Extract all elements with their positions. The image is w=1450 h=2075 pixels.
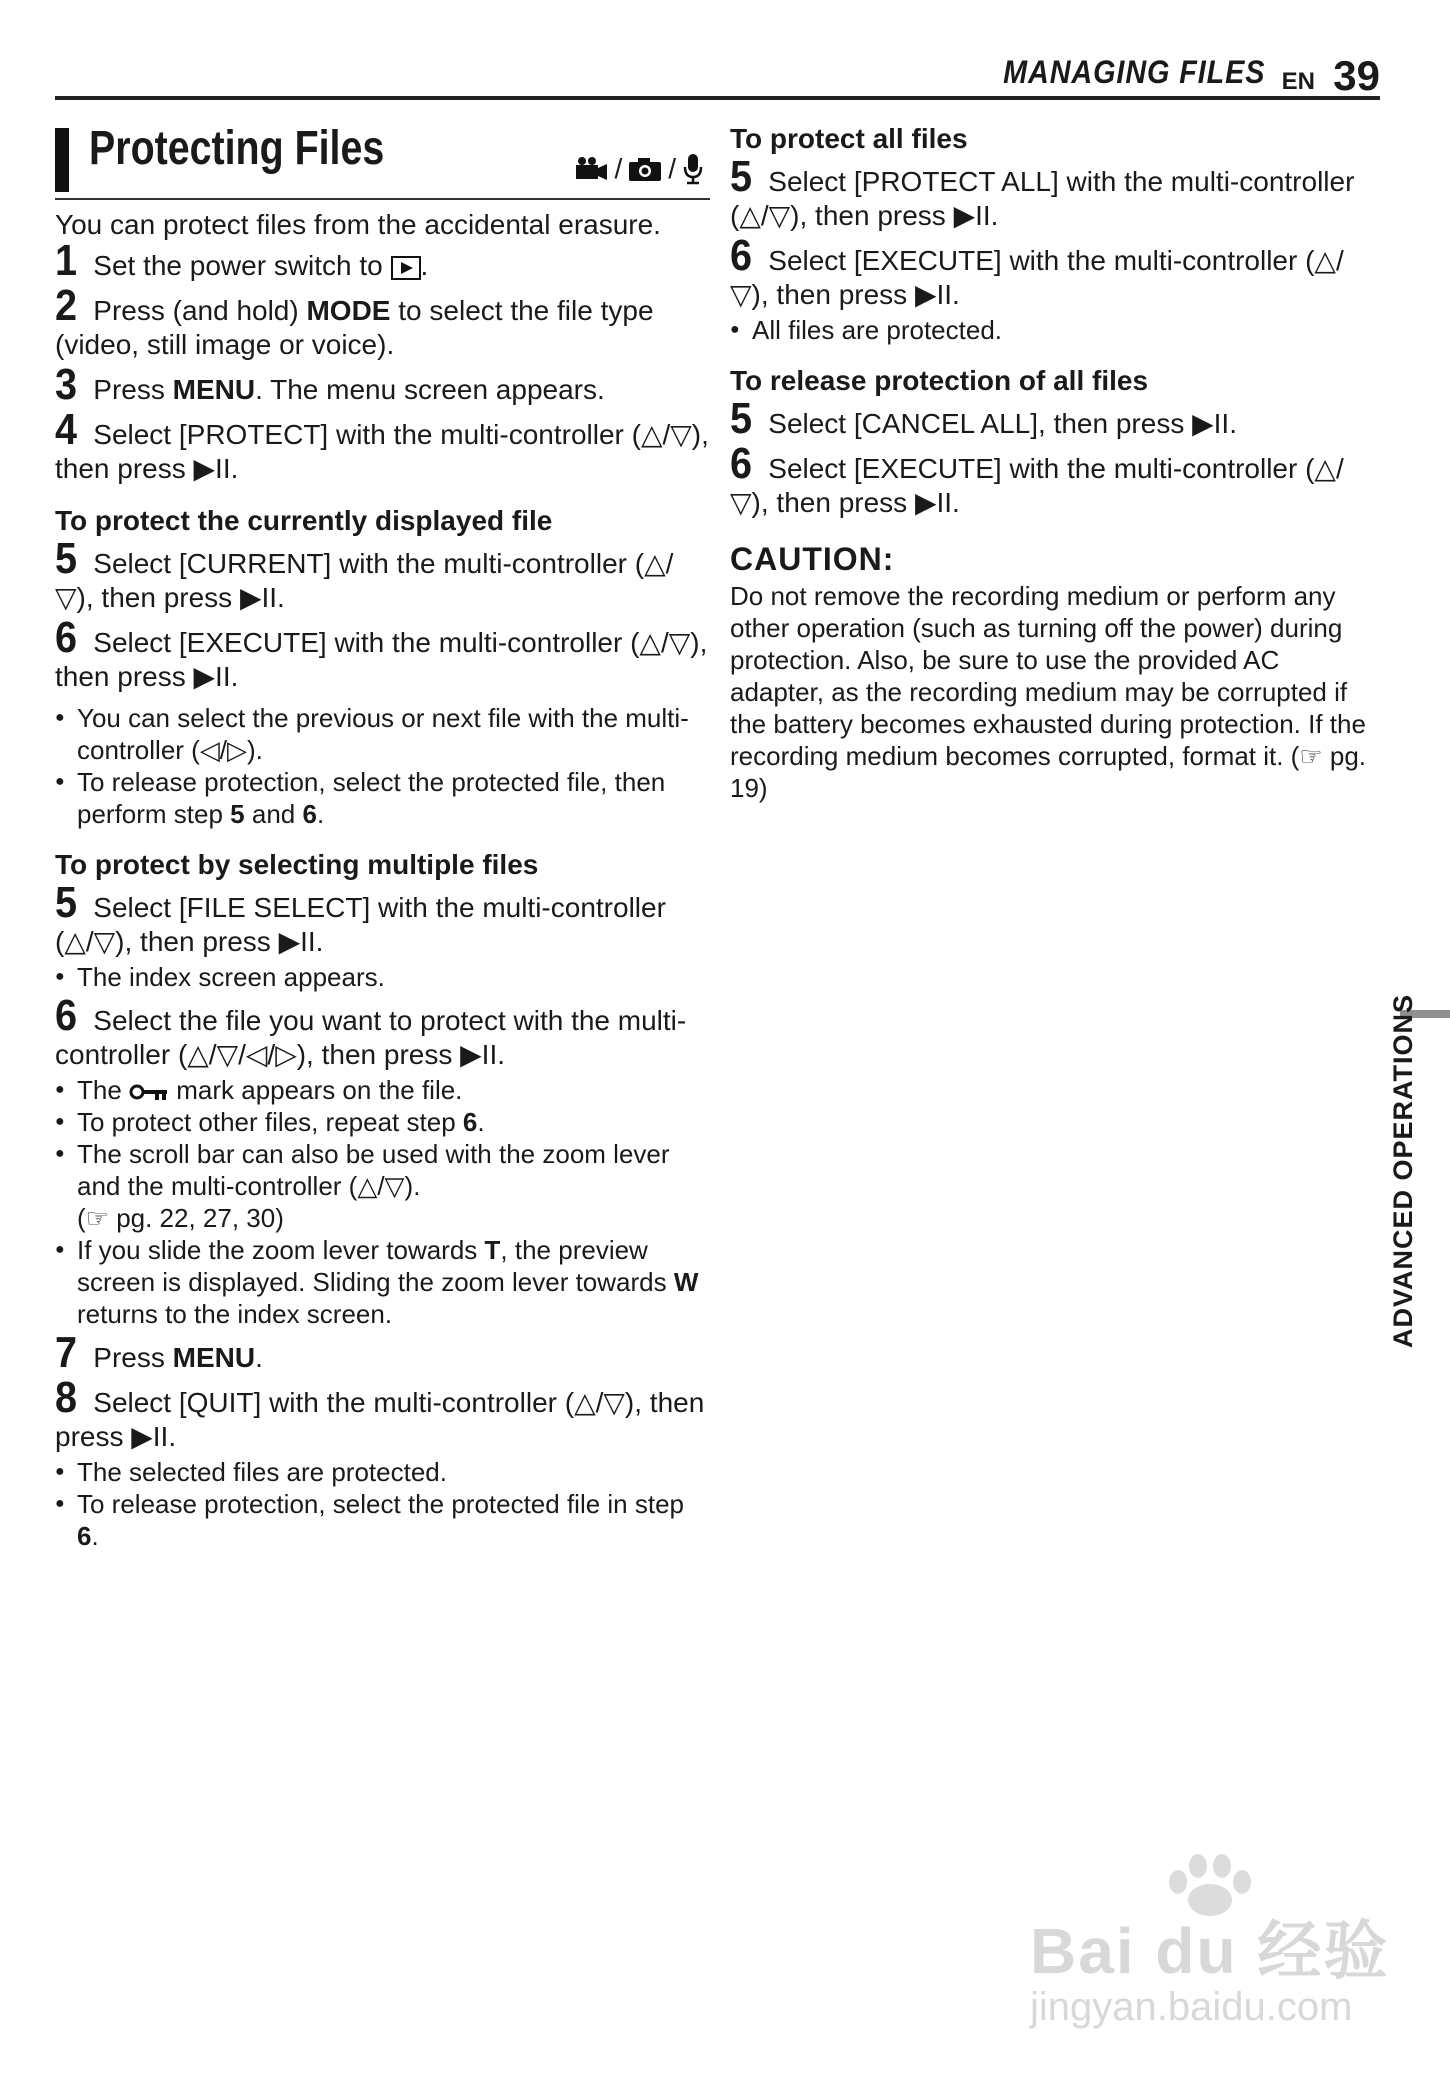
all-step-5 (730, 152, 1370, 233)
right-column (730, 122, 1370, 804)
step-3 (55, 360, 710, 409)
step-number: 2 (55, 281, 78, 330)
step-1 (55, 236, 710, 285)
video-camera-icon (574, 155, 608, 183)
step-number: 5 (55, 878, 78, 927)
step-number: 3 (55, 360, 78, 409)
page-reference: (☞ pg. 22, 27, 30) (77, 1203, 284, 1233)
step-text: . (255, 1342, 263, 1373)
bullet-text: . (91, 1521, 99, 1551)
release-step-6 (730, 439, 1370, 520)
step-text: Select [QUIT] with the multi-controller (△/▽), then press ▶II. (55, 1387, 705, 1452)
step-text: Press (and hold) (93, 295, 307, 326)
step-text: Select [PROTECT] with the multi-controller (△/▽), then press ▶II. (55, 419, 709, 484)
bullet-text: returns to the index screen. (77, 1299, 393, 1329)
release-step-5 (730, 394, 1370, 443)
multiple-step-6 (55, 991, 710, 1072)
heading-release-all: To release protection of all files (730, 365, 1149, 396)
menu-button-label: MENU (172, 374, 256, 405)
step-text: Press (93, 374, 173, 405)
step-number: 5 (55, 534, 78, 583)
icon-separator: / (668, 153, 676, 184)
bullet-text: . (477, 1107, 485, 1137)
menu-button-label: MENU (172, 1342, 256, 1373)
all-step-6 (730, 231, 1370, 312)
step-number: 6 (730, 231, 753, 280)
page-header (55, 50, 1380, 100)
bullet-item (55, 1488, 710, 1552)
heading-multiple-files: To protect by selecting multiple files (55, 849, 539, 880)
multiple-step-7 (55, 1328, 710, 1377)
step-number: 6 (730, 439, 753, 488)
bullet-text: . (316, 799, 325, 829)
step-number: 6 (55, 991, 78, 1040)
still-camera-icon (628, 156, 662, 182)
zoom-t-label: T (484, 1235, 501, 1265)
step-text: Select [EXECUTE] with the multi-controller (△/▽), then press ▶II. (730, 453, 1344, 518)
bullet-item (55, 1138, 710, 1234)
bullet-text: To release protection, select the protected file, then perform step (77, 767, 666, 829)
bullet-text: mark appears on the file. (169, 1075, 463, 1105)
step-text: Select [EXECUTE] with the multi-controller (△/▽), then press ▶II. (55, 627, 708, 692)
watermark (1030, 1850, 1390, 2050)
bullet-item: ● The selected files are protected. (55, 1456, 710, 1488)
step-ref: 6 (302, 799, 317, 829)
step-4 (55, 405, 710, 486)
step-number: 5 (730, 394, 753, 443)
step-text: Select [CURRENT] with the multi-controller (△/▽), then press ▶II. (55, 548, 674, 613)
step-text: to select the file type (video, still image or voice). (55, 295, 654, 360)
multiple-step-5 (55, 878, 710, 959)
mode-icons (574, 152, 704, 186)
step-number: 8 (55, 1373, 78, 1422)
microphone-icon (682, 153, 704, 185)
key-icon (129, 1083, 169, 1101)
bullet-item (55, 1074, 710, 1106)
mode-button-label: MODE (306, 295, 391, 326)
watermark-logo: Bai du 经验 (1030, 1915, 1390, 1987)
language-label: EN (1281, 68, 1315, 95)
heading-all-files: To protect all files (730, 123, 968, 154)
step-text: Set the power switch to (93, 250, 383, 281)
watermark-url: jingyan.baidu.com (1030, 1985, 1353, 2029)
icon-separator: / (614, 153, 623, 184)
step-text: Select [EXECUTE] with the multi-controller (△/▽), then press ▶II. (730, 245, 1344, 310)
zoom-w-label: W (673, 1267, 699, 1297)
step-number: 6 (55, 613, 78, 662)
current-step-5 (55, 534, 710, 615)
bullet-text: The scroll bar can also be used with the zoom lever and the multi-controller (△/▽). (77, 1139, 670, 1201)
bullet-text: If you slide the zoom lever towards (77, 1235, 485, 1265)
bullet-item (55, 1106, 710, 1138)
step-text: Select [PROTECT ALL] with the multi-controller (△/▽), then press ▶II. (730, 166, 1355, 231)
step-number: 4 (55, 405, 78, 454)
step-text: Select [CANCEL ALL], then press ▶II. (768, 408, 1237, 439)
bullet-item (55, 766, 710, 830)
bullet-text: The (77, 1075, 130, 1105)
bullet-item: ● You can select the previous or next file with the multi-controller (◁/▷). (55, 702, 710, 766)
step-text: Select [FILE SELECT] with the multi-controller (△/▽), then press ▶II. (55, 892, 666, 957)
bullet-text: To release protection, select the protected file in step (77, 1489, 685, 1519)
bullet-item: ● The index screen appears. (55, 961, 710, 993)
title-bar (55, 128, 69, 192)
section-title: MANAGING FILES (1002, 54, 1265, 90)
step-number: 5 (730, 152, 753, 201)
step-number: 1 (55, 236, 78, 285)
intro-text: You can protect files from the accidental erasure. (55, 209, 661, 240)
chapter-label-text: ADVANCED OPERATIONS (1388, 993, 1418, 1348)
step-text: Select the file you want to protect with the multi-controller (△/▽/◁/▷), then press ▶II. (55, 1005, 687, 1070)
multiple-step-8 (55, 1373, 710, 1454)
heading-current-file: To protect the currently displayed file (55, 505, 553, 536)
caution-heading: CAUTION: (730, 541, 895, 577)
caution-text: Do not remove the recording medium or perform any other operation (such as turning off the power) during protection. Also, be sure to use the provided AC adapter, as the recording medium may be corrupted if the battery becomes exhausted during protection. If the recording medium becomes corrupted, format it. (☞ pg. 19) (730, 581, 1367, 803)
step-number: 7 (55, 1328, 78, 1377)
bullet-item (55, 1234, 710, 1330)
step-ref: 6 (77, 1521, 92, 1551)
bullet-item: ● All files are protected. (730, 314, 1370, 346)
step-suffix: . (420, 250, 429, 281)
page-number: 39 (1333, 52, 1380, 99)
page-title: Protecting Files (89, 122, 385, 175)
playback-mode-icon (391, 256, 421, 280)
step-text: . The menu screen appears. (255, 374, 605, 405)
bullet-text: , the preview screen is displayed. Sliding the zoom lever towards (77, 1235, 674, 1297)
step-2 (55, 281, 710, 362)
left-column (55, 122, 710, 1552)
bullet-text: To protect other files, repeat step (77, 1107, 463, 1137)
current-step-6 (55, 613, 710, 694)
bullet-text: and (244, 799, 303, 829)
step-ref: 5 (230, 799, 245, 829)
step-text: Press (93, 1342, 173, 1373)
title-block (55, 122, 710, 200)
step-ref: 6 (462, 1107, 478, 1137)
